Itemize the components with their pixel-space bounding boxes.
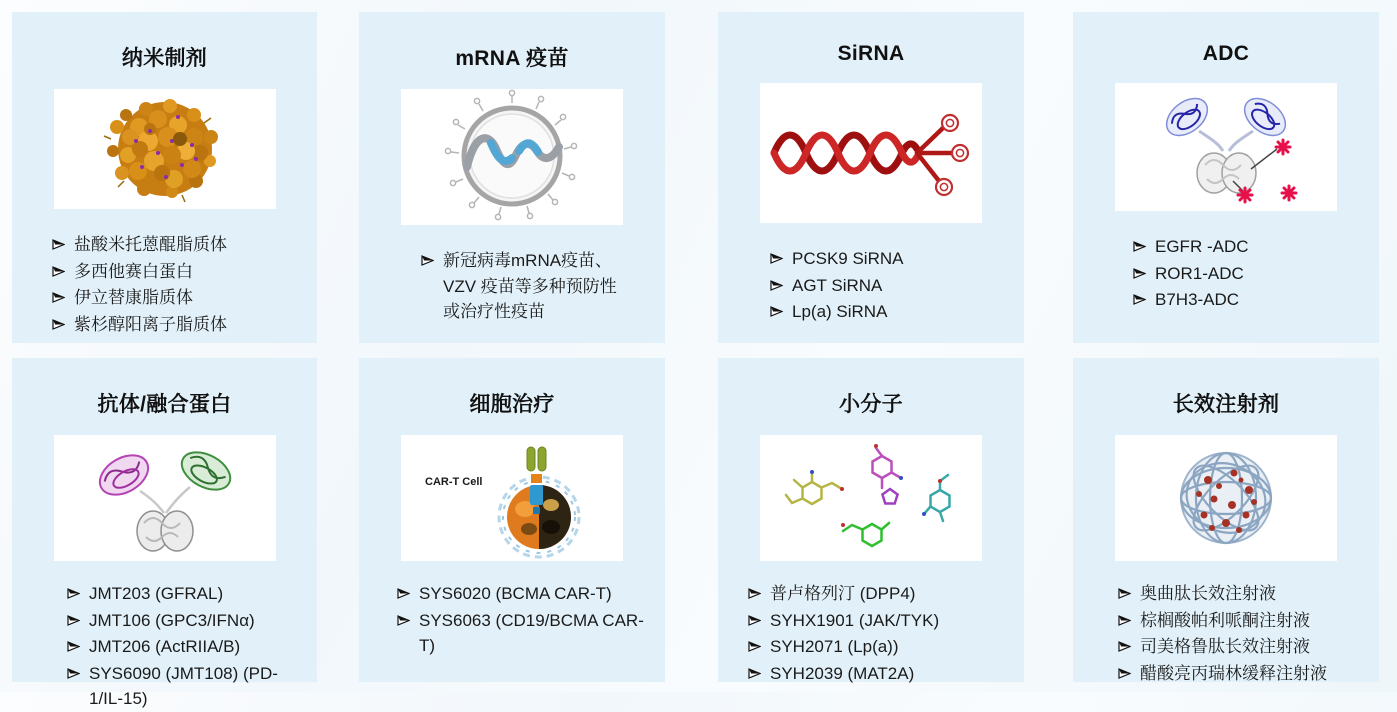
list-item-label: SYH2039 (MAT2A) [770, 663, 915, 683]
list-item [748, 581, 1010, 607]
arrow-bullet-icon [770, 253, 783, 272]
arrow-bullet-icon [52, 239, 65, 258]
list-item [1133, 261, 1365, 287]
card-title: 小分子 [839, 393, 903, 416]
list-item-label: SYS6020 (BCMA CAR-T) [419, 584, 612, 603]
list-item [1118, 634, 1365, 660]
list-item [1133, 234, 1365, 260]
arrow-bullet-icon [1118, 588, 1131, 607]
card-antibody-fusion-protein [12, 358, 317, 708]
list-item [67, 581, 303, 607]
list-item [770, 246, 1010, 272]
list-item [748, 661, 1010, 687]
card-small-molecule [718, 358, 1024, 682]
list-item-label: SYHX1901 (JAK/TYK) [770, 610, 940, 630]
sirna-helix-illustration [760, 83, 982, 223]
sirna-image [760, 83, 982, 223]
list-item-label: 伊立替康脂质体 [74, 288, 193, 307]
card-mrna-vaccine [359, 12, 665, 343]
list-item [52, 232, 303, 258]
card-title: 抗体/融合蛋白 [97, 393, 232, 416]
arrow-bullet-icon [397, 615, 410, 659]
list-item [67, 661, 303, 712]
list-item-label: SYH2071 (Lp(a)) [770, 637, 899, 656]
card-title: SiRNA [837, 42, 905, 65]
car-t-cell-image [401, 435, 623, 561]
card-long-acting-injection [1073, 358, 1379, 682]
adc-image [1115, 83, 1337, 211]
card-title: mRNA 疫苗 [455, 47, 569, 70]
card-title: ADC [1202, 42, 1250, 65]
adc-antibody-illustration [1115, 83, 1337, 211]
nanoparticle-illustration [54, 89, 276, 209]
card-nano-formulation [12, 12, 317, 343]
card-cell-therapy [359, 358, 665, 682]
list-item [1118, 608, 1365, 634]
list-item [1118, 661, 1365, 687]
list-item-label: 司美格鲁肽长效注射液 [1140, 637, 1310, 656]
pipeline-list [718, 246, 1024, 325]
list-item-label: JMT106 (GPC3/IFNα) [89, 610, 255, 630]
list-item [67, 634, 303, 660]
arrow-bullet-icon [52, 292, 65, 311]
list-item [421, 248, 651, 325]
car-t-cell-label: CAR-T Cell [425, 476, 483, 488]
arrow-bullet-icon [52, 266, 65, 285]
arrow-bullet-icon [1118, 668, 1131, 687]
arrow-bullet-icon [1133, 241, 1146, 260]
list-item-label: Lp(a) SiRNA [792, 302, 888, 321]
list-item-label: 盐酸米托蒽醌脂质体 [74, 235, 227, 254]
microsphere-mesh-illustration [1115, 435, 1337, 561]
list-item [397, 608, 651, 659]
pipeline-list [1073, 581, 1379, 686]
list-item-label: 紫杉醇阳离子脂质体 [74, 314, 227, 334]
arrow-bullet-icon [67, 615, 80, 634]
list-item [770, 299, 1010, 325]
pipeline-list [718, 581, 1024, 686]
list-item [397, 581, 651, 607]
list-item-label: JMT206 (ActRIIA/B) [89, 637, 241, 656]
antibody-illustration [54, 435, 276, 561]
list-item-label: 醋酸亮丙瑞林缓释注射液 [1140, 663, 1327, 683]
arrow-bullet-icon [52, 319, 65, 338]
molecule-structures-illustration [760, 435, 982, 561]
arrow-bullet-icon [397, 588, 410, 607]
card-adc [1073, 12, 1379, 343]
arrow-bullet-icon [67, 668, 80, 712]
card-sirna [718, 12, 1024, 343]
list-item [748, 634, 1010, 660]
arrow-bullet-icon [748, 588, 761, 607]
arrow-bullet-icon [748, 668, 761, 687]
microsphere-image [1115, 435, 1337, 561]
list-item-label: PCSK9 SiRNA [792, 249, 904, 268]
mrna-vaccine-image [401, 89, 623, 225]
card-title: 长效注射剂 [1172, 393, 1280, 416]
arrow-bullet-icon [1133, 294, 1146, 313]
list-item [67, 608, 303, 634]
arrow-bullet-icon [748, 641, 761, 660]
antibody-image [54, 435, 276, 561]
car-t-cell-illustration [401, 435, 623, 561]
list-item [52, 259, 303, 285]
list-item-label: JMT203 (GFRAL) [89, 584, 224, 603]
list-item-label: EGFR -ADC [1155, 237, 1249, 256]
card-title: 纳米制剂 [121, 47, 208, 70]
list-item-label: SYS6090 (JMT108) (PD-1/IL-15) [89, 663, 278, 708]
list-item [1118, 581, 1365, 607]
pipeline-list [12, 232, 317, 337]
arrow-bullet-icon [748, 615, 761, 634]
arrow-bullet-icon [67, 641, 80, 660]
list-item-label: 棕榈酸帕利哌酮注射液 [1140, 610, 1310, 630]
list-item-label: B7H3-ADC [1155, 290, 1240, 309]
list-item-label: 新冠病毒mRNA疫苗、VZV 疫苗等多种预防性或治疗性疫苗 [443, 251, 617, 321]
arrow-bullet-icon [770, 280, 783, 299]
list-item-label: ROR1-ADC [1155, 263, 1244, 283]
list-item-label: AGT SiRNA [792, 275, 883, 295]
arrow-bullet-icon [1118, 641, 1131, 660]
pipeline-list [359, 581, 665, 659]
lipid-nanoparticle-illustration [401, 89, 623, 225]
list-item [748, 608, 1010, 634]
list-item-label: 多西他赛白蛋白 [74, 261, 193, 281]
pipeline-list [359, 248, 665, 325]
pipeline-list [1073, 234, 1379, 313]
arrow-bullet-icon [1133, 268, 1146, 287]
list-item-label: 普卢格列汀 (DPP4) [770, 584, 916, 603]
list-item [1133, 287, 1365, 313]
list-item-label: 奥曲肽长效注射液 [1140, 584, 1276, 603]
list-item-label: SYS6063 (CD19/BCMA CAR-T) [419, 610, 644, 655]
nanoparticle-image [54, 89, 276, 209]
arrow-bullet-icon [1118, 615, 1131, 634]
card-title: 细胞治疗 [469, 393, 555, 416]
small-molecule-image [760, 435, 982, 561]
arrow-bullet-icon [67, 588, 80, 607]
arrow-bullet-icon [421, 255, 434, 325]
arrow-bullet-icon [770, 306, 783, 325]
list-item [52, 312, 303, 338]
list-item [52, 285, 303, 311]
list-item [770, 273, 1010, 299]
